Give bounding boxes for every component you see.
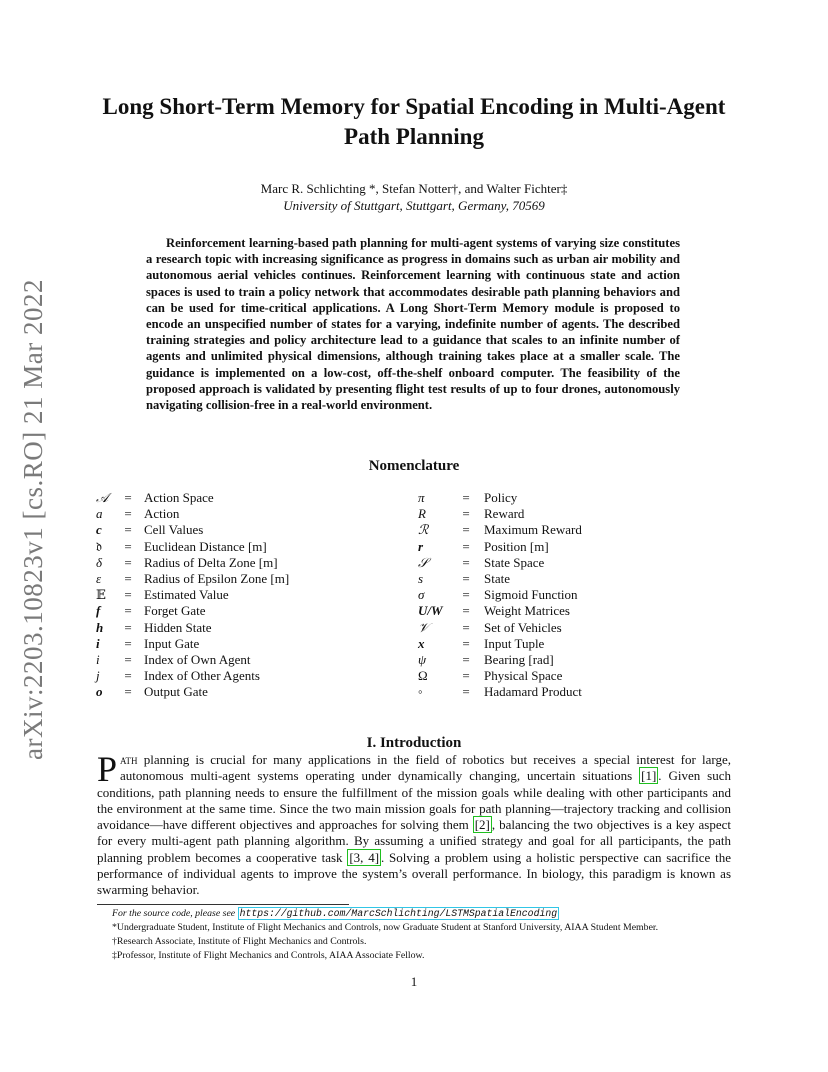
nomenclature-symbol: 𝒮 — [418, 554, 429, 570]
nomenclature-equals: = — [124, 668, 132, 684]
nomenclature-equals: = — [462, 522, 470, 538]
nomenclature-symbol: 𝔼 — [96, 587, 106, 603]
citation-link-1[interactable]: [1] — [641, 768, 657, 784]
nomenclature-symbol: a — [96, 506, 103, 522]
nomenclature-equals: = — [124, 570, 132, 586]
nomenclature-equals: = — [462, 635, 470, 651]
nomenclature-symbol: ψ — [418, 651, 427, 667]
nomenclature-equals: = — [462, 570, 470, 586]
intro-text-4: . Solving a problem using a holistic perspective can sacrifice the performance of individual agents to improve the system’s overall performance. In biology, this paradigm is known as swarming behavior. — [97, 849, 731, 898]
nomenclature-description: Input Tuple — [484, 635, 545, 651]
nomenclature-symbol: ε — [96, 570, 102, 586]
nomenclature-description: Radius of Epsilon Zone [m] — [144, 570, 290, 586]
nomenclature-description: Radius of Delta Zone [m] — [144, 554, 278, 570]
nomenclature-equals: = — [462, 651, 470, 667]
nomenclature-equals: = — [124, 538, 132, 554]
nomenclature-equals: = — [124, 490, 132, 505]
source-code-link[interactable]: https://github.com/MarcSchlichting/LSTMSpatialEncoding — [239, 908, 558, 919]
nomenclature-symbol: 𝒜 — [96, 490, 109, 505]
nomenclature-description: Index of Own Agent — [144, 651, 251, 667]
nomenclature-symbol: R — [418, 506, 426, 522]
nomenclature-symbol: h — [96, 619, 104, 635]
nomenclature-description: Physical Space — [484, 668, 563, 684]
nomenclature-equals: = — [124, 522, 132, 538]
drop-cap: P — [97, 749, 118, 789]
nomenclature-symbol: f — [96, 603, 101, 619]
nomenclature-equals: = — [462, 506, 470, 522]
nomenclature-description: Hidden State — [144, 619, 212, 635]
nomenclature-symbol: 𝒱 — [418, 619, 429, 635]
nomenclature-description: Action — [144, 506, 180, 522]
nomenclature-description: Position [m] — [484, 538, 549, 554]
nomenclature-description: State — [484, 570, 510, 586]
nomenclature-description: Reward — [484, 506, 525, 522]
affiliation: University of Stuttgart, Stuttgart, Germany, 70569 — [283, 198, 545, 213]
nomenclature-symbol: o — [96, 684, 103, 700]
nomenclature-equals: = — [124, 554, 132, 570]
nomenclature-symbol: i — [96, 635, 100, 651]
nomenclature-description: Index of Other Agents — [144, 668, 260, 684]
section-heading-introduction: I. Introduction — [366, 735, 462, 751]
nomenclature-equals: = — [124, 619, 132, 635]
nomenclature-description: Cell Values — [144, 522, 204, 538]
nomenclature-symbol: σ — [418, 587, 425, 603]
citation-link-2[interactable]: [2] — [474, 817, 490, 833]
nomenclature-description: Output Gate — [144, 684, 208, 700]
nomenclature-symbol: U/W — [418, 603, 443, 619]
nomenclature-equals: = — [462, 684, 470, 700]
footnote-2: †Research Associate, Institute of Flight Mechanics and Controls. — [112, 936, 367, 947]
nomenclature-description: Input Gate — [144, 635, 200, 651]
footnotes — [112, 907, 732, 963]
page-number: 1 — [410, 974, 418, 989]
nomenclature-description: Policy — [484, 490, 518, 505]
nomenclature-symbol: Ω — [418, 668, 428, 684]
nomenclature-symbol: s — [418, 570, 424, 586]
nomenclature-equals: = — [462, 538, 470, 554]
nomenclature-symbol: x — [418, 635, 425, 651]
nomenclature-equals: = — [124, 587, 132, 603]
nomenclature-symbol: r — [418, 538, 424, 554]
nomenclature-symbol: j — [96, 668, 100, 684]
nomenclature-symbol: δ — [96, 554, 103, 570]
nomenclature-symbol: i — [96, 651, 100, 667]
nomenclature-symbol: 𝔡 — [96, 538, 102, 554]
nomenclature-equals: = — [462, 603, 470, 619]
nomenclature-symbol: ℛ — [418, 522, 429, 538]
nomenclature-description: Sigmoid Function — [484, 587, 578, 603]
footnote-source — [112, 907, 732, 921]
nomenclature-symbol: c — [96, 522, 102, 538]
arxiv-side-stamp: arXiv:2203.10823v1 [cs.RO] 21 Mar 2022 — [18, 279, 48, 760]
nomenclature-description: Euclidean Distance [m] — [144, 538, 267, 554]
abstract: Reinforcement learning-based path planning for multi-agent systems of varying size constitutes a research topic with increasing significance as progress in domains such as urban air mobility and autonomous aerial vehicles continues. Reinforcement learning with continuous state and action spaces is used to train a policy network that accommodates desirable path planning behaviors and can be used for time-critical applications. A Long Short-Term Memory module is proposed to encode an unspecified number of states for a varying, indefinite number of agents. The described training strategies and policy architecture lead to a guidance that scales to an infinite number of agents and unlimited physical dimensions, although training takes place at a smaller scale. The guidance is implemented on a low-cost, off-the-shelf onboard computer. The feasibility of the proposed approach is validated by presenting flight test results of up to four drones, autonomously navigating collision-free in a real-world environment. — [146, 236, 680, 413]
nomenclature-heading: Nomenclature — [368, 458, 460, 474]
nomenclature-equals: = — [124, 684, 132, 700]
nomenclature-equals: = — [124, 635, 132, 651]
nomenclature-symbol: π — [418, 490, 425, 505]
nomenclature-equals: = — [124, 651, 132, 667]
nomenclature-equals: = — [462, 554, 470, 570]
nomenclature-equals: = — [124, 603, 132, 619]
footnote-3: ‡Professor, Institute of Flight Mechanics and Controls, AIAA Associate Fellow. — [112, 950, 425, 961]
introduction-paragraph — [97, 749, 731, 899]
nomenclature-description: State Space — [484, 554, 545, 570]
nomenclature-equals: = — [462, 668, 470, 684]
intro-text-3: , balancing the two objectives is a key aspect for every multi-agent path planning algorithm. By assuming a unified strategy and goal for all participants, the path planning problem becomes a cooperative task — [97, 817, 731, 865]
nomenclature-description: Bearing [rad] — [484, 651, 554, 667]
nomenclature-description: Set of Vehicles — [484, 619, 562, 635]
footnote-1: *Undergraduate Student, Institute of Flight Mechanics and Controls, now Graduate Student at Stanford University, AIAA Student Member. — [112, 922, 659, 933]
nomenclature-equals: = — [124, 506, 132, 522]
nomenclature-equals: = — [462, 619, 470, 635]
footnote-rule — [97, 904, 349, 905]
nomenclature-description: Hadamard Product — [484, 684, 582, 700]
intro-smallcaps: ath — [120, 752, 138, 767]
nomenclature-description: Forget Gate — [144, 603, 206, 619]
paper-title: Long Short-Term Memory for Spatial Encoding in Multi-Agent Path Planning — [102, 94, 726, 149]
nomenclature-description: Weight Matrices — [484, 603, 570, 619]
nomenclature-symbol: ◦ — [418, 684, 423, 700]
intro-text-1: planning is crucial for many applications in the field of robotics but receives a special interest for large, autonomous multi-agent systems operating under dynamically changing, uncertain situations — [120, 752, 731, 784]
nomenclature-equals: = — [462, 490, 470, 505]
authors: Marc R. Schlichting *, Stefan Notter†, and Walter Fichter‡ — [260, 181, 568, 196]
nomenclature-equals: = — [462, 587, 470, 603]
nomenclature-description: Estimated Value — [144, 587, 229, 603]
footnote-source-prefix: For the source code, please see — [112, 908, 238, 919]
intro-text-2: . Given such conditions, path planning needs to ensure the fulfillment of the mission goals while dealing with other participants and the environment at the same time. Since the two main mission goals for path planning—trajectory tracking and collision avoidance—have different objectives and approaches for solving them — [97, 768, 731, 833]
citation-link-3-4[interactable]: [3, 4] — [349, 849, 380, 865]
nomenclature-description: Action Space — [144, 490, 214, 505]
nomenclature-description: Maximum Reward — [484, 522, 582, 538]
